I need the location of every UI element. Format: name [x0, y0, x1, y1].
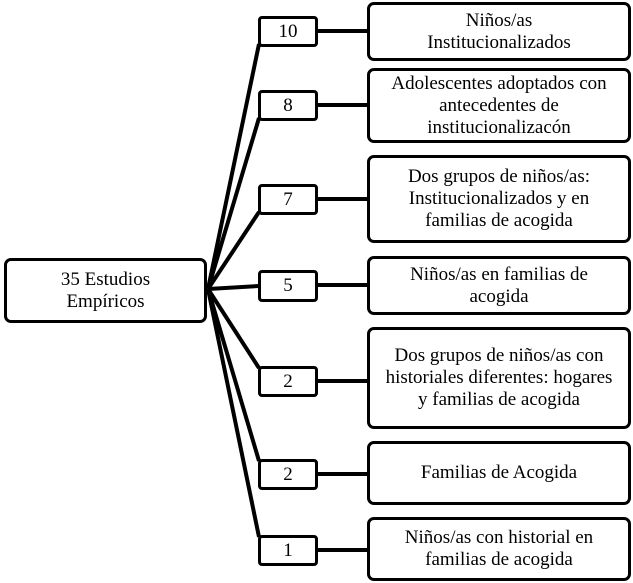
count: 10 — [278, 20, 298, 42]
connector — [208, 289, 259, 461]
count: 5 — [283, 275, 293, 296]
category-label: Dos grupos de niños/as con historiales diferentes: hogares y familias de acogida — [385, 345, 613, 410]
category-box — [367, 256, 631, 315]
count: 2 — [283, 370, 293, 392]
count-box — [258, 366, 318, 397]
count-box — [258, 535, 318, 566]
connector — [208, 118, 259, 289]
root-label: 35 Estudios Empíricos — [60, 268, 151, 312]
category-label: Adolescentes adoptados con antecedentes de institucionalizacón — [391, 72, 607, 138]
category-label: Niños/as Institucionalizados — [427, 9, 571, 53]
count-box — [258, 90, 318, 121]
connector — [208, 286, 259, 289]
root-node — [4, 258, 207, 323]
count: 8 — [283, 94, 293, 116]
category-box — [367, 155, 631, 243]
category-box — [367, 2, 631, 61]
category-label: Niños/as con historial en familias de acogida — [404, 527, 594, 570]
count: 2 — [283, 463, 293, 485]
count: 1 — [283, 539, 293, 561]
count-box — [258, 16, 318, 47]
count-box — [258, 459, 318, 490]
category-box — [367, 68, 631, 143]
category-box — [367, 327, 631, 429]
category-box — [367, 441, 631, 505]
count-box — [258, 184, 318, 215]
category-box — [367, 517, 631, 581]
count: 7 — [283, 188, 293, 210]
category-label: Familias de Acogida — [420, 462, 578, 483]
category-label: Dos grupos de niños/as: Institucionalizados y en familias de acogida — [407, 166, 591, 231]
category-label: Niños/as en familias de acogida — [410, 263, 588, 307]
count-box — [258, 270, 318, 302]
